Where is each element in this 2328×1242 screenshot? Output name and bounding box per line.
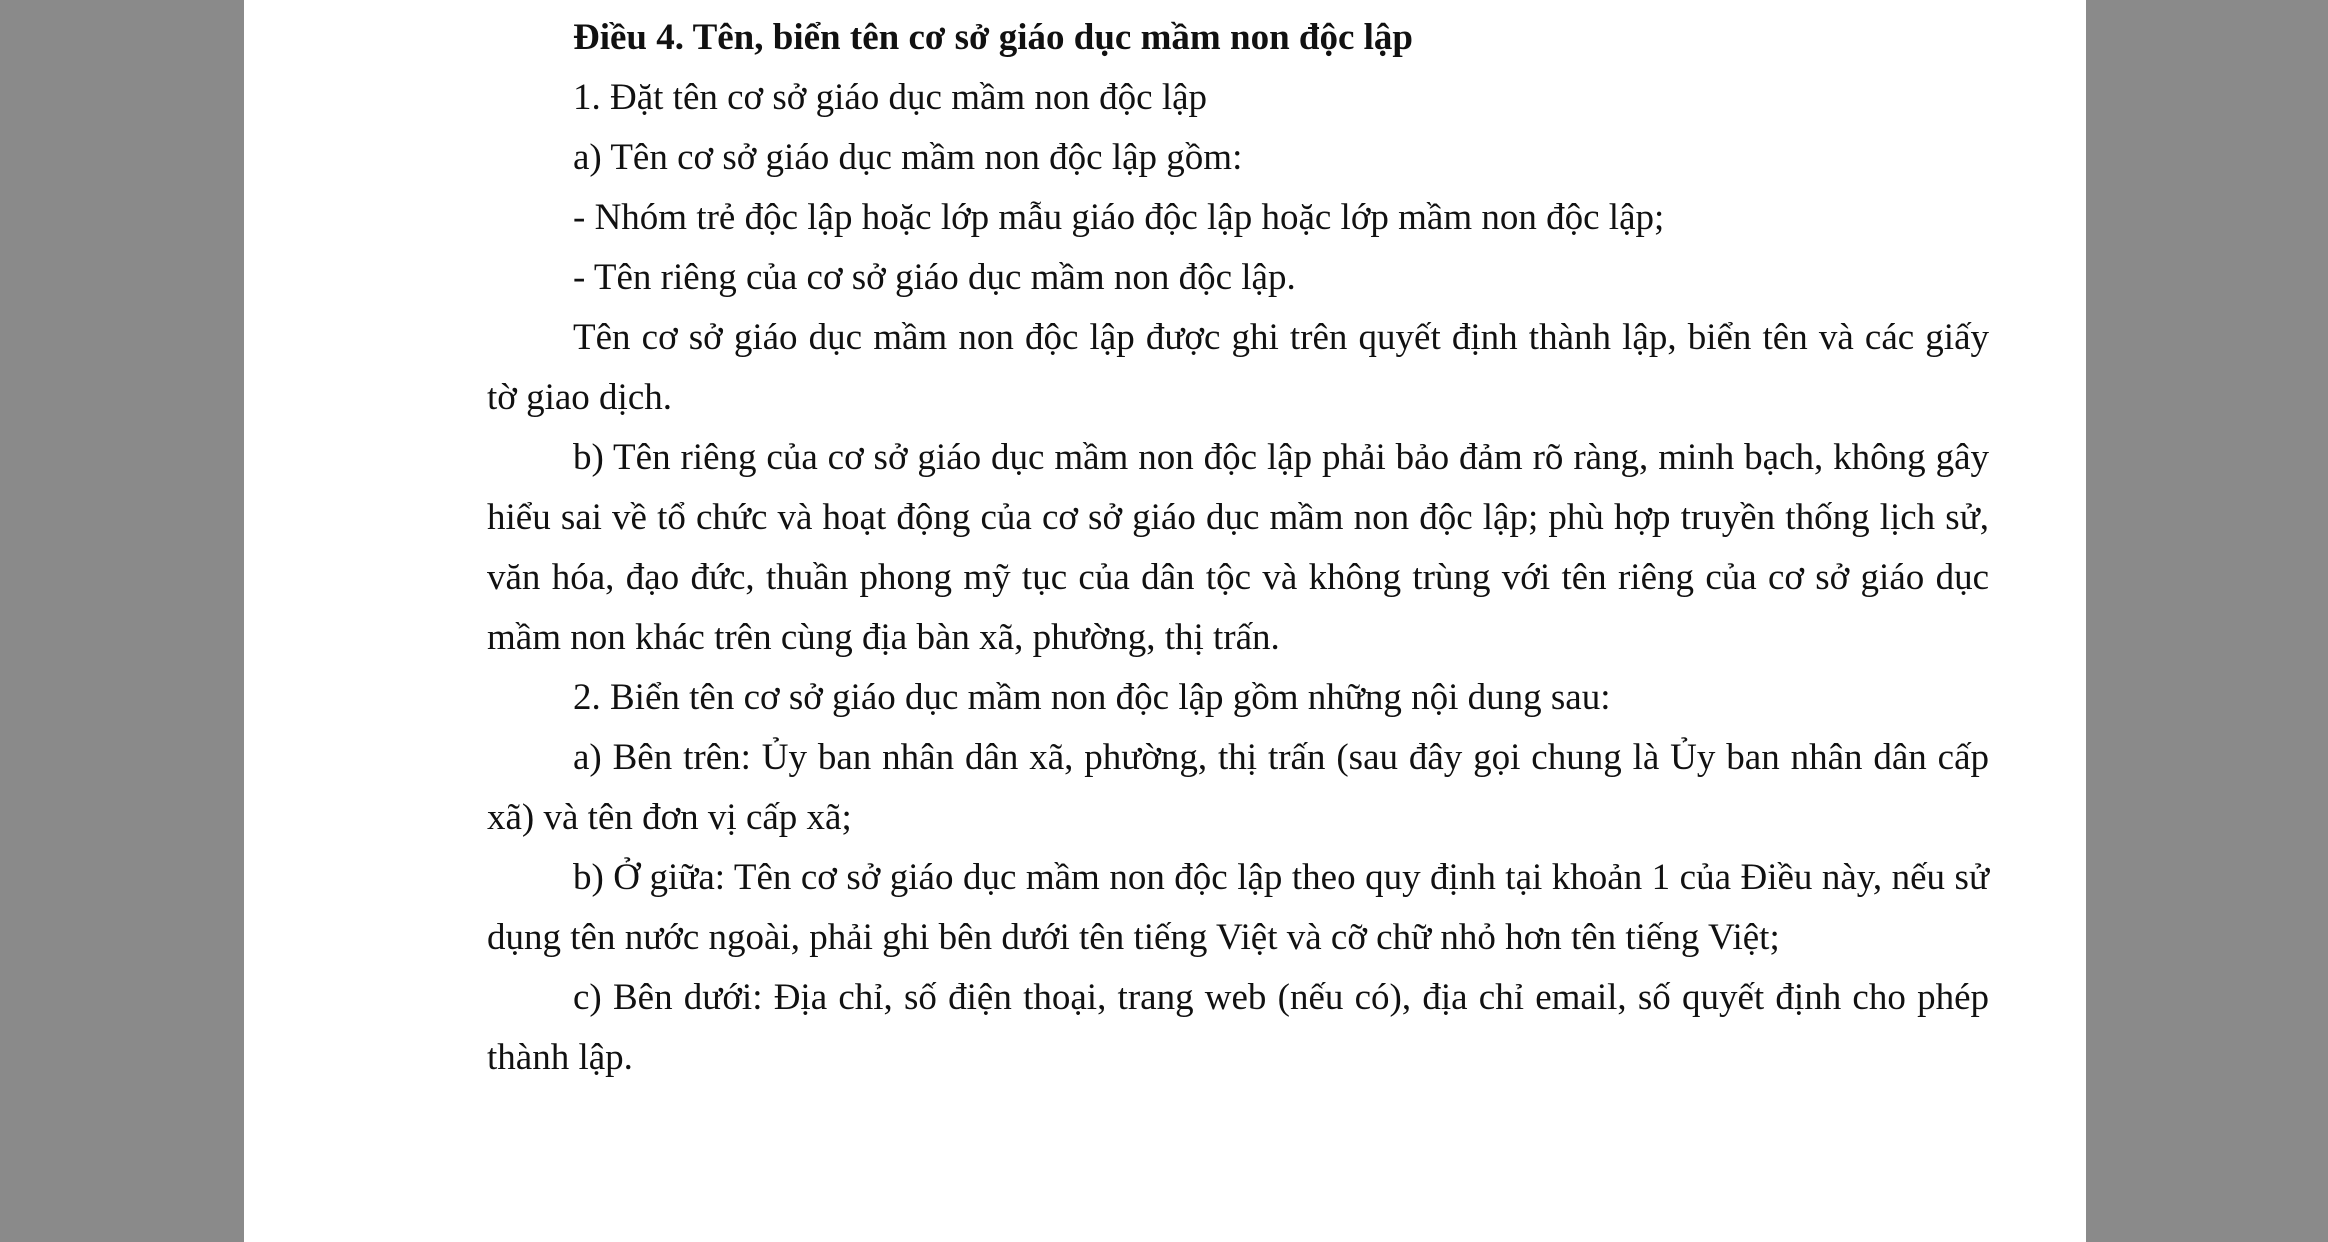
- dash-item-2: - Tên riêng của cơ sở giáo dục mầm non độc lập.: [573, 257, 1296, 298]
- paragraph-sign-c: c) Bên dưới: Địa chỉ, số điện thoại, trang web (nếu có), địa chỉ email, số quyết định cho phép thành lập.: [487, 977, 1989, 1078]
- section-2-title: 2. Biển tên cơ sở giáo dục mầm non độc lập gồm những nội dung sau:: [573, 677, 1611, 718]
- paragraph-sign-b: b) Ở giữa: Tên cơ sở giáo dục mầm non độc lập theo quy định tại khoản 1 của Điều này, nếu sử dụng tên nước ngoài, phải ghi bên dưới tên tiếng Việt và cỡ chữ nhỏ hơn tên tiếng Việt;: [487, 857, 1989, 958]
- dash-item-1: - Nhóm trẻ độc lập hoặc lớp mẫu giáo độc lập hoặc lớp mầm non độc lập;: [573, 197, 1665, 238]
- paragraph-sign-a: a) Bên trên: Ủy ban nhân dân xã, phường, thị trấn (sau đây gọi chung là Ủy ban nhân dân cấp xã) và tên đơn vị cấp xã;: [487, 737, 1989, 838]
- section-1-title: 1. Đặt tên cơ sở giáo dục mầm non độc lập: [573, 77, 1208, 118]
- document-page[interactable]: [244, 0, 2086, 1242]
- page-content: [487, 8, 1989, 1088]
- article-heading: Điều 4. Tên, biển tên cơ sở giáo dục mầm non độc lập: [573, 17, 1413, 58]
- paragraph-item-b: b) Tên riêng của cơ sở giáo dục mầm non độc lập phải bảo đảm rõ ràng, minh bạch, không gây hiểu sai về tổ chức và hoạt động của cơ sở giáo dục mầm non độc lập; phù hợp truyền thống lịch sử, văn hóa, đạo đức, thuần phong mỹ tục của dân tộc và không trùng với tên riêng của cơ sở giáo dục mầm non khác trên cùng địa bàn xã, phường, thị trấn.: [487, 437, 1989, 658]
- item-a-intro: a) Tên cơ sở giáo dục mầm non độc lập gồm:: [573, 137, 1243, 178]
- paragraph-name-usage: Tên cơ sở giáo dục mầm non độc lập được ghi trên quyết định thành lập, biển tên và các giấy tờ giao dịch.: [487, 317, 1989, 418]
